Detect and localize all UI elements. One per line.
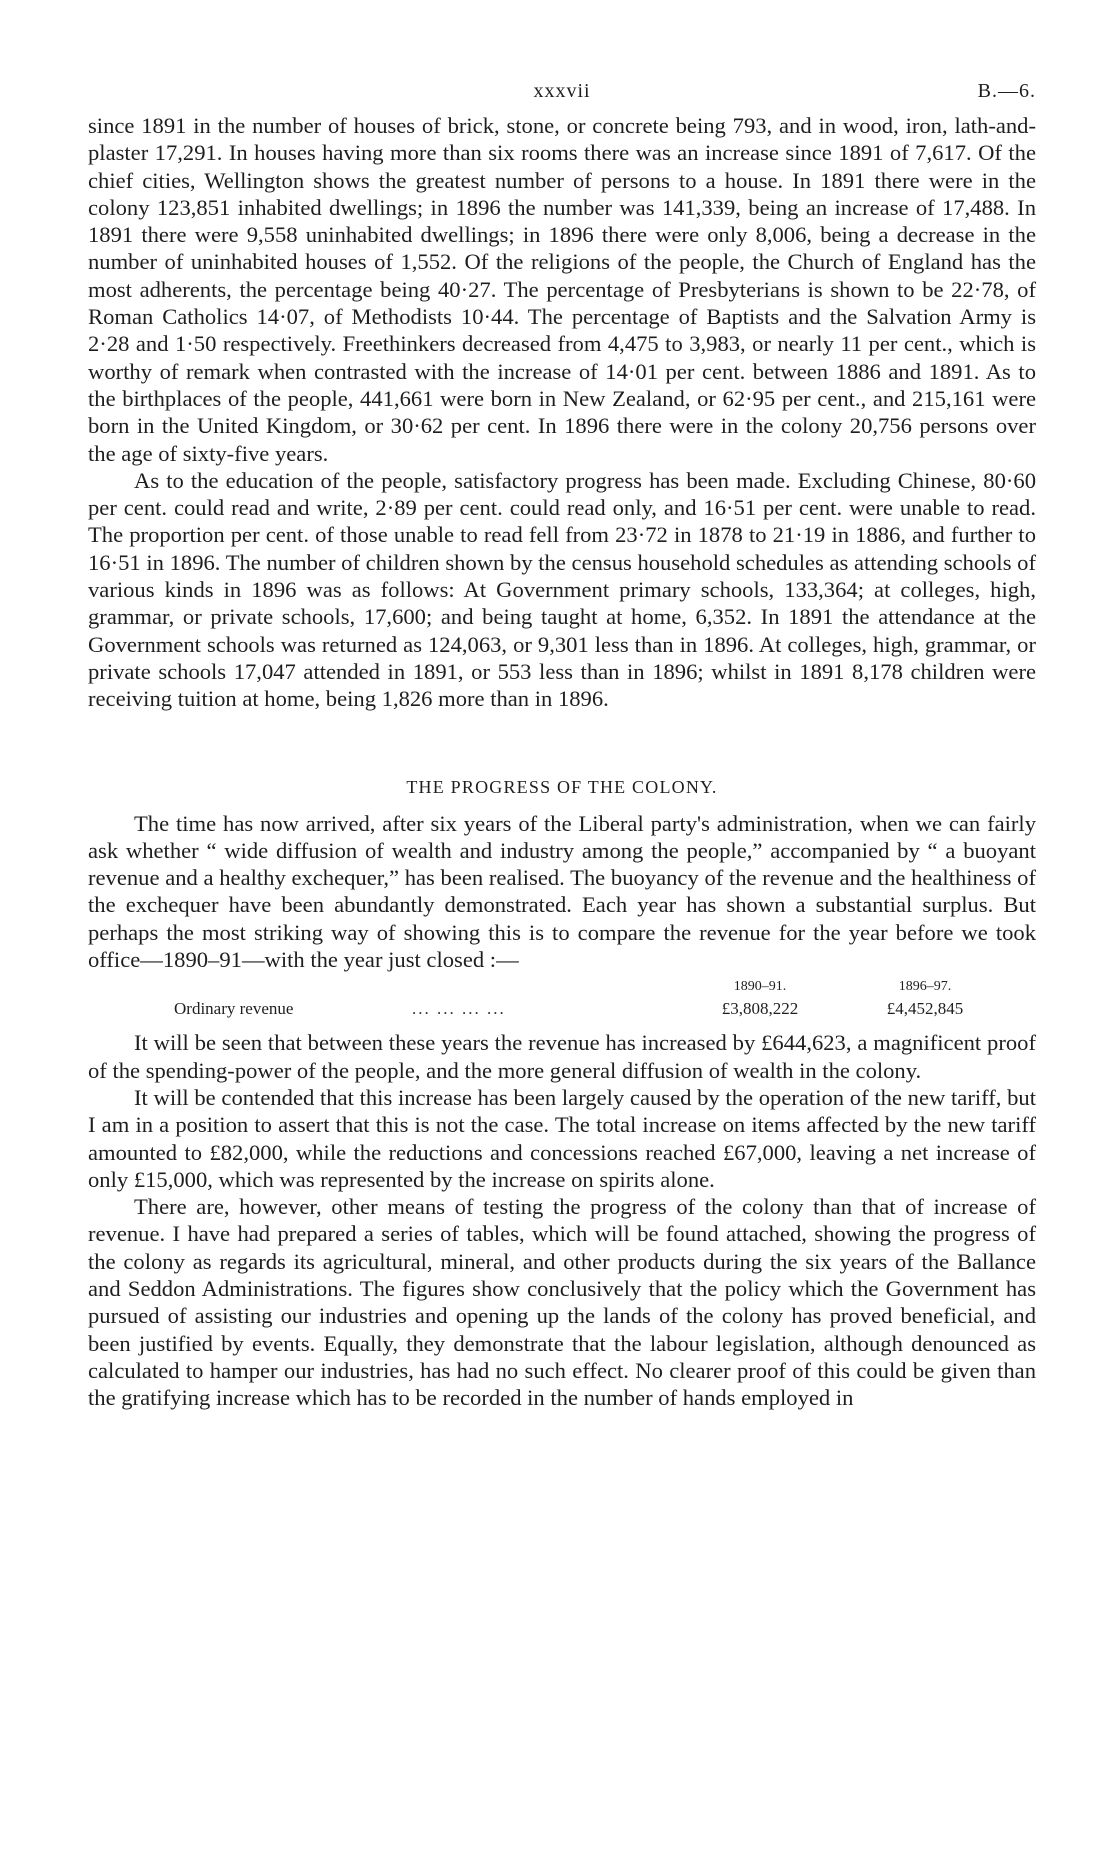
paragraph-tariff: It will be contended that this increase has been largely caused by the operation of the new tariff, but I am in a position to assert that this is not the case. The total increase on items affected by the new tariff amounted to £82,000, while the reductions and concessions reached £67,000, leaving a net increase of only £15,000, which was represented by the increase on spirits alone. <box>88 1084 1036 1192</box>
revenue-col-header-1896: 1896–97. <box>898 979 952 995</box>
revenue-row-label: Ordinary revenue <box>174 999 294 1019</box>
revenue-row-leader-dots: ... ... ... ... <box>412 999 506 1019</box>
revenue-table <box>88 979 1036 1025</box>
revenue-col-header-1890: 1890–91. <box>733 979 787 995</box>
section-heading: THE PROGRESS OF THE COLONY. <box>406 776 718 797</box>
page-number: xxxvii <box>533 80 591 102</box>
paragraph-intro-progress: The time has now arrived, after six years of the Liberal party's administration, when we can fairly ask whether “ wide diffusion of wealth and industry among the people,” accompanied by “ a buoyant revenue and a healthy exchequer,” has been realised. The buoyancy of the revenue and the healthiness of the exchequer have been abundantly demonstrated. Each year has shown a substantial surplus. But perhaps the most striking way of showing this is to compare the revenue for the year before we took office—1890–91—with the year just closed :— <box>88 810 1036 973</box>
paragraph-education: As to the education of the people, satisfactory progress has been made. Excluding Chinese, 80·60 per cent. could read and write, 2·89 per cent. could read only, and 16·51 per cent. were unable to read. The proportion per cent. of those unable to read fell from 23·72 in 1878 to 21·19 in 1886, and further to 16·51 in 1896. The number of children shown by the census household schedules as attending schools of various kinds in 1896 was as follows: At Government primary schools, 133,364; at colleges, high, grammar, or private schools, 17,600; and being taught at home, 6,352. In 1891 the attendance at the Government schools was returned as 124,063, or 9,301 less than in 1896. At colleges, high, grammar, or private schools 17,047 attended in 1891, or 553 less than in 1896; whilst in 1891 8,178 children were receiving tuition at home, being 1,826 more than in 1896. <box>88 467 1036 712</box>
paragraph-housing-religion-birthplaces: since 1891 in the number of houses of brick, stone, or concrete being 793, and in wood, iron, lath-and-plaster 17,291. In houses having more than six rooms there was an increase since 1891 of 7,617. Of the chief cities, Wellington shows the greatest number of persons to a house. In 1891 there were in the colony 123,851 inhabited dwellings; in 1896 the number was 141,339, being an increase of 17,488. In 1891 there were 9,558 uninhabited dwellings; in 1896 there were only 8,006, being a decrease in the number of uninhabited houses of 1,552. Of the religions of the people, the Church of England has the most adherents, the percentage being 40·27. The percentage of Presbyterians is shown to be 22·78, of Roman Catholics 14·07, of Methodists 10·44. The percentage of Baptists and the Salvation Army is 2·28 and 1·50 respectively. Freethinkers decreased from 4,475 to 3,983, or nearly 11 per cent., which is worthy of remark when contrasted with the increase of 14·01 per cent. between 1886 and 1891. As to the birthplaces of the people, 441,661 were born in New Zealand, or 62·95 per cent., and 215,161 were born in the United Kingdom, or 30·62 per cent. In 1896 there were in the colony 20,756 persons over the age of sixty-five years. <box>88 113 1036 466</box>
page-header <box>88 72 1036 112</box>
revenue-value-1896: £4,452,845 <box>886 999 964 1019</box>
paragraph-revenue-increase: It will be seen that between these years the revenue has increased by £644,623, a magnificent proof of the spending-power of the people, and the more general diffusion of wealth in the colony. <box>88 1030 1036 1083</box>
revenue-table-row <box>88 999 1036 1025</box>
document-page <box>88 72 1036 1411</box>
revenue-value-1890: £3,808,222 <box>721 999 799 1019</box>
document-reference: B.—6. <box>977 80 1036 102</box>
revenue-table-header <box>88 979 1036 999</box>
paragraph-progress-tables: There are, however, other means of testing the progress of the colony than that of increase of revenue. I have had prepared a series of tables, which will be found attached, showing the progress of the colony as regards its agricultural, mineral, and other products during the six years of the Ballance and Seddon Administrations. The figures show conclusively that the policy which the Government has pursued of assisting our industries and opening up the lands of the colony has proved beneficial, and been justified by events. Equally, they demonstrate that the labour legislation, although denounced as calculated to hamper our industries, has had no such effect. No clearer proof of this could be given than the gratifying increase which has to be recorded in the number of hands employed in <box>88 1194 1036 1411</box>
section-spacer <box>88 713 1036 775</box>
